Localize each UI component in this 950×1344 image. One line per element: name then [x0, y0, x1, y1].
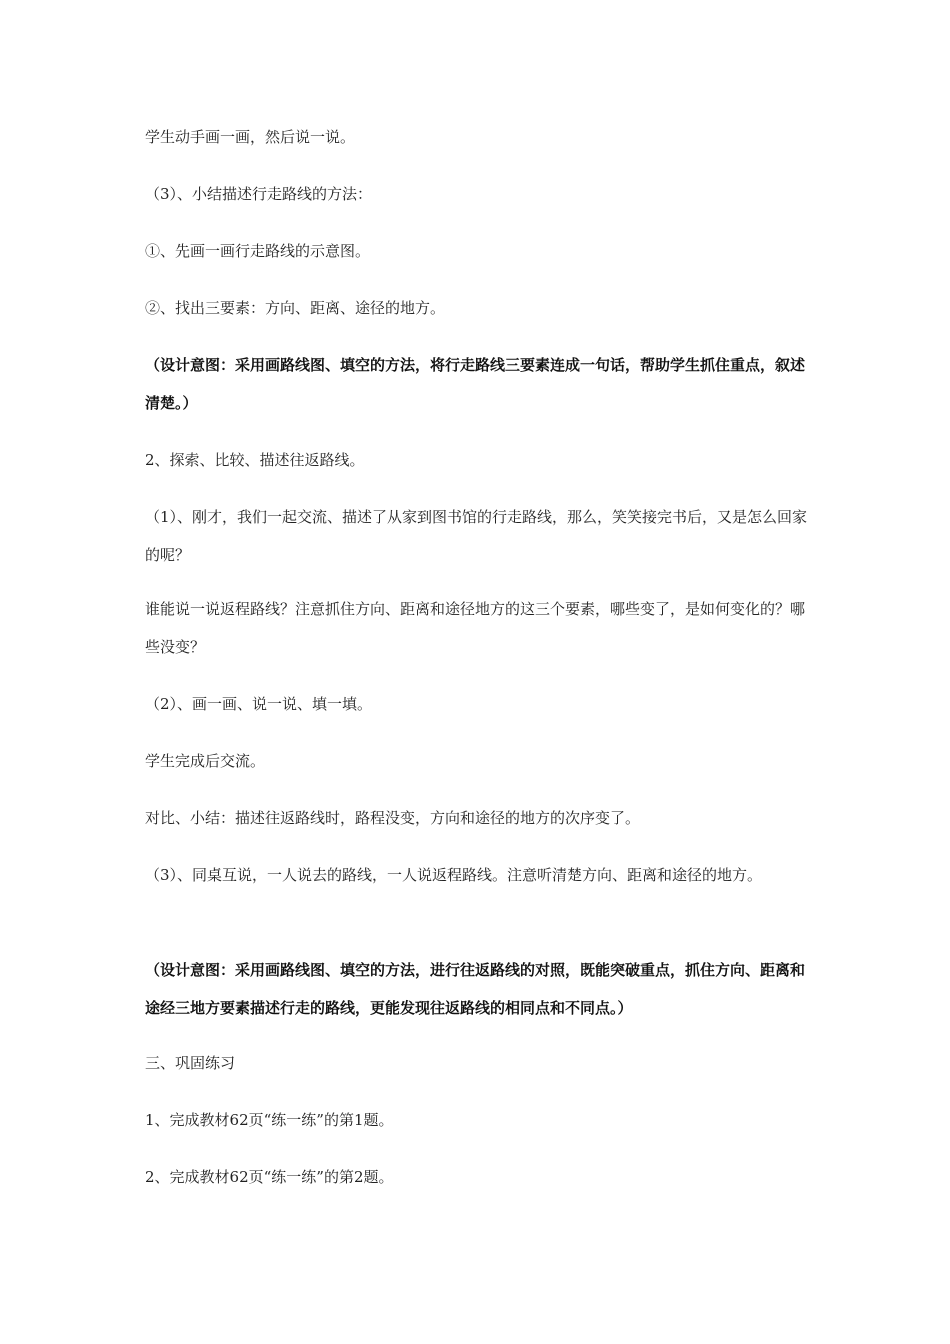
design-intent-note-2: （设计意图：采用画路线图、填空的方法，进行往返路线的对照，既能突破重点，抓住方向、距离和途经三地方要素描述行走的路线，更能发现往返路线的相同点和不同点。）: [145, 961, 806, 1017]
paragraph-12: （3）、同桌互说，一人说去的路线，一人说返程路线。注意听清楚方向、距离和途径的地方。: [145, 866, 763, 884]
paragraph-16: 2、完成教材62页“练一练”的第2题。: [145, 1168, 394, 1186]
paragraph-3: ①、先画一画行走路线的示意图。: [145, 242, 371, 260]
paragraph-11: 对比、小结：描述往返路线时，路程没变，方向和途径的地方的次序变了。: [145, 809, 641, 827]
paragraph-10: 学生完成后交流。: [145, 752, 266, 770]
paragraph-1: 学生动手画一画，然后说一说。: [145, 128, 356, 146]
paragraph-4: ②、找出三要素：方向、距离、途径的地方。: [145, 299, 446, 317]
paragraph-8: 谁能说一说返程路线？注意抓住方向、距离和途径地方的这三个要素，哪些变了，是如何变化的？哪些没变？: [145, 600, 806, 656]
paragraph-2: （3）、小结描述行走路线的方法：: [145, 185, 373, 203]
paragraph-7: （1）、刚才，我们一起交流、描述了从家到图书馆的行走路线，那么，笑笑接完书后，又是怎么回家的呢？: [145, 508, 808, 564]
design-intent-note-1: （设计意图：采用画路线图、填空的方法，将行走路线三要素连成一句话，帮助学生抓住重点，叙述清楚。）: [145, 356, 806, 412]
paragraph-15: 1、完成教材62页“练一练”的第1题。: [145, 1111, 394, 1129]
paragraph-6: 2、探索、比较、描述往返路线。: [145, 451, 365, 469]
section-heading-practice: 三、巩固练习: [145, 1054, 236, 1072]
paragraph-9: （2）、画一画、说一说、填一填。: [145, 695, 373, 713]
